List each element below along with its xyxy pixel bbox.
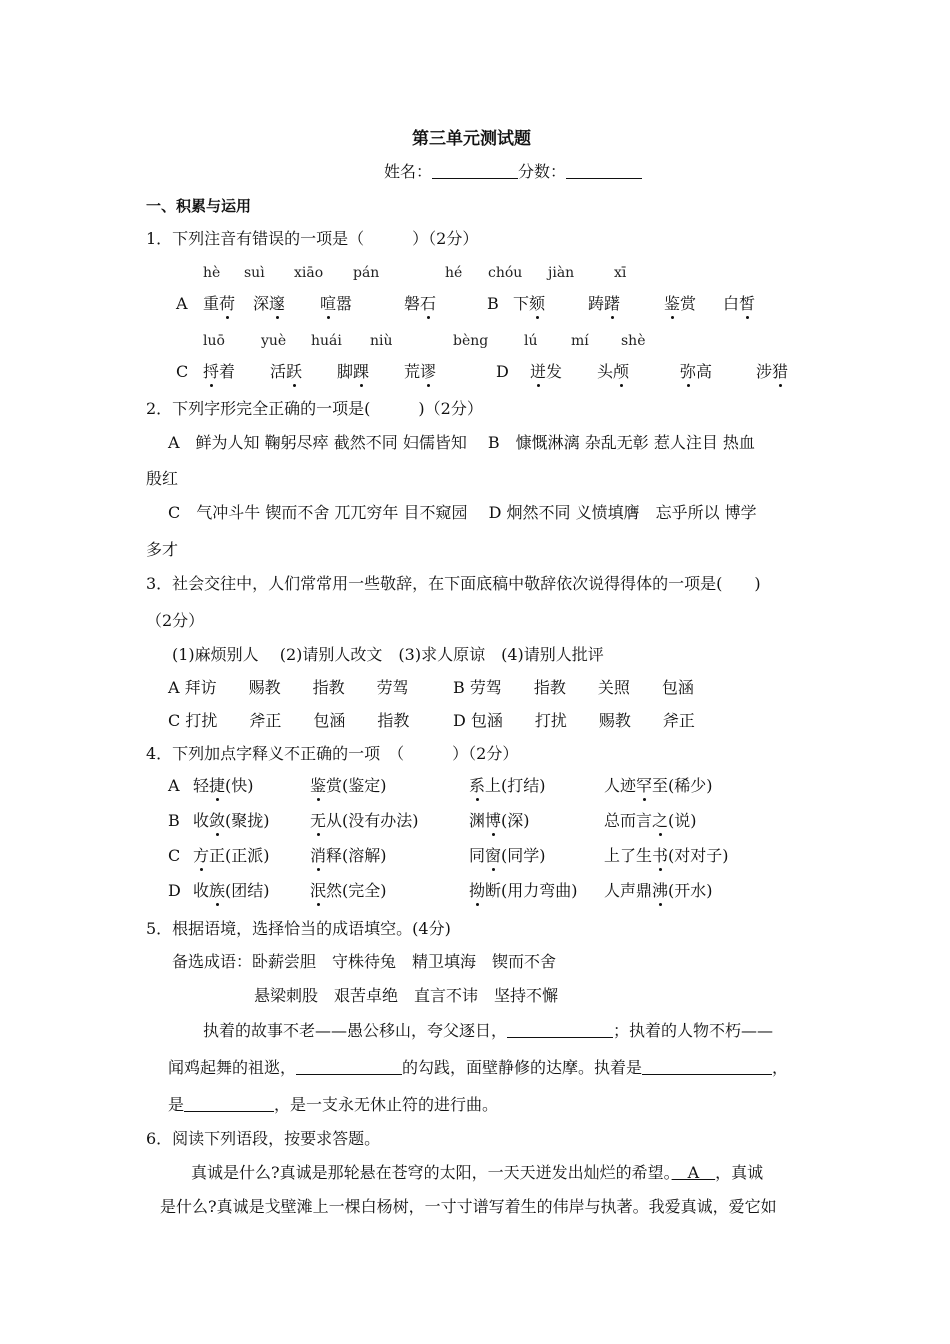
- dotted-char: 泯: [310, 881, 327, 900]
- question-2-line-2: 殷红: [146, 469, 179, 488]
- question-1-stem: 1．下列注音有错误的一项是（ ）（2分）: [146, 229, 479, 248]
- gloss-text: (说): [668, 811, 697, 830]
- pinyin: chóu: [488, 265, 523, 281]
- char-1: 踌: [588, 294, 605, 313]
- char-2: 谬: [420, 362, 437, 381]
- dotted-char: 拗: [469, 881, 486, 900]
- gloss-text: 轻: [193, 776, 210, 795]
- char-1: 弥: [680, 362, 697, 381]
- question-3-items: (1)麻烦别人 (2)请别人改文 (3)求人原谅 (4)请别人批评: [172, 645, 604, 664]
- pinyin: niù: [370, 333, 393, 349]
- char-2: 踝: [353, 362, 370, 381]
- word: [203, 294, 235, 314]
- char-2: 皙: [739, 294, 756, 313]
- option-label: D: [496, 362, 509, 381]
- gloss-text: 人迹: [604, 776, 637, 795]
- question-5-options-2: 悬梁刺股 艰苦卓绝 直言不讳 坚持不懈: [254, 986, 559, 1005]
- pinyin: hè: [203, 265, 221, 281]
- word: [756, 362, 788, 382]
- score-blank[interactable]: [566, 162, 642, 179]
- gloss-text: 然(完全): [326, 881, 387, 900]
- char-1: 捋: [203, 362, 220, 381]
- char-2: 赏: [680, 294, 697, 313]
- gloss-item: [604, 811, 697, 831]
- gloss-item: [604, 881, 713, 901]
- char-1: 白: [723, 294, 740, 313]
- dotted-char: 窗: [485, 846, 502, 865]
- dotted-char: 系: [469, 776, 486, 795]
- name-label: 姓名：: [384, 162, 433, 181]
- gloss-text: 正(正派): [209, 846, 270, 865]
- section-heading: 一、积累与运用: [146, 197, 252, 215]
- char-1: 喧: [320, 294, 337, 313]
- question-3-option-a: A 拜访 赐教 指教 劳驾: [168, 678, 409, 697]
- char-2: 高: [696, 362, 713, 381]
- gloss-text: (快): [225, 776, 254, 795]
- question-3-stem-cont: （2分）: [146, 611, 205, 630]
- char-1: 重: [203, 294, 220, 313]
- gloss-text: 上(打结): [485, 776, 546, 795]
- q5-text: 执着的故事不老——愚公移山，夸父逐日，: [203, 1021, 508, 1040]
- option-label: C: [168, 846, 181, 865]
- word: [203, 362, 235, 382]
- word: [253, 294, 285, 314]
- dotted-char: 书: [652, 846, 669, 865]
- q5-blank-3[interactable]: [642, 1058, 772, 1075]
- q6-text: ，真诚: [715, 1163, 764, 1182]
- char-1: 涉: [756, 362, 773, 381]
- pinyin: suì: [244, 265, 265, 281]
- dotted-char: 族: [209, 881, 226, 900]
- option-label: C: [176, 362, 189, 381]
- pinyin: luō: [203, 333, 225, 349]
- gloss-text: 收: [193, 881, 210, 900]
- gloss-text: (团结): [225, 881, 270, 900]
- char-1: 深: [253, 294, 270, 313]
- char-1: 鉴: [664, 294, 681, 313]
- option-label: B: [487, 294, 499, 313]
- gloss-item: [193, 811, 270, 831]
- q6-blank-a[interactable]: A: [671, 1163, 716, 1182]
- pinyin: hé: [445, 265, 463, 281]
- pinyin: huái: [311, 333, 342, 349]
- char-2: 跃: [286, 362, 303, 381]
- q5-blank-2[interactable]: [296, 1058, 402, 1075]
- option-label: D: [168, 881, 181, 900]
- question-3-stem: 3．社会交往中，人们常常用一些敬辞，在下面底稿中敬辞依次说得得体的一项是( ): [146, 574, 761, 593]
- word: [337, 362, 369, 382]
- question-5-options-1: 备选成语：卧薪尝胆 守株待兔 精卫填海 锲而不舍: [172, 952, 557, 971]
- question-4-stem: 4．下列加点字释义不正确的一项 （ ）（2分）: [146, 744, 519, 763]
- gloss-item: [604, 846, 729, 866]
- char-2: 荷: [219, 294, 236, 313]
- dotted-char: 敛: [209, 811, 226, 830]
- question-5-stem: 5．根据语境，选择恰当的成语填空。(4分): [146, 919, 451, 938]
- char-2: 着: [219, 362, 236, 381]
- gloss-text: (对对子): [668, 846, 729, 865]
- word: [320, 294, 352, 314]
- gloss-text: 同: [469, 846, 486, 865]
- pinyin: shè: [621, 333, 646, 349]
- char-1: 活: [270, 362, 287, 381]
- char-2: 嚣: [336, 294, 353, 313]
- dotted-char: 沸: [652, 881, 669, 900]
- word: [404, 294, 436, 314]
- gloss-text: 收: [193, 811, 210, 830]
- dotted-char: 罕: [636, 776, 653, 795]
- char-1: 头: [597, 362, 614, 381]
- dotted-char: 捷: [209, 776, 226, 795]
- pinyin: yuè: [261, 333, 287, 349]
- question-5-paragraph-line-3: [168, 1095, 498, 1115]
- gloss-text: (深): [501, 811, 530, 830]
- name-blank[interactable]: [432, 162, 518, 179]
- gloss-item: [469, 846, 546, 866]
- char-2: 邃: [269, 294, 286, 313]
- dotted-char: 博: [485, 811, 502, 830]
- gloss-item: [604, 776, 713, 796]
- word: [404, 362, 436, 382]
- gloss-item: [193, 776, 254, 796]
- question-6-line-2: 是什么?真诚是戈壁滩上一棵白杨树，一寸寸谱写着生的伟岸与执著。我爱真诚，爱它如: [160, 1197, 777, 1216]
- char-2: 躇: [604, 294, 621, 313]
- q5-text: 闻鸡起舞的祖逖，: [168, 1058, 297, 1077]
- question-2-line-4: 多才: [146, 540, 179, 559]
- gloss-text: 上了生: [604, 846, 653, 865]
- question-2-stem: 2．下列字形完全正确的一项是( )（2分）: [146, 399, 483, 418]
- word: [588, 294, 620, 314]
- char-2: 颏: [529, 294, 546, 313]
- dotted-char: 消: [310, 846, 327, 865]
- q5-text: 的勾践，面壁静修的达摩。执着是: [402, 1058, 643, 1077]
- char-2: 猎: [772, 362, 789, 381]
- char-1: 荒: [404, 362, 421, 381]
- gloss-item: [310, 846, 387, 866]
- question-3-option-d: D 包涵 打扰 赐教 斧正: [453, 711, 695, 730]
- gloss-item: [310, 881, 387, 901]
- gloss-text: (开水): [668, 881, 713, 900]
- pinyin: pán: [353, 265, 380, 281]
- question-6-stem: 6．阅读下列语段，按要求答题。: [146, 1129, 381, 1148]
- gloss-text: 渊: [469, 811, 486, 830]
- page-title: 第三单元测试题: [412, 129, 531, 149]
- name-score-line: [384, 162, 642, 182]
- gloss-text: 至(稀少): [652, 776, 713, 795]
- dotted-char: 之: [652, 811, 669, 830]
- pinyin: lú: [524, 333, 538, 349]
- option-label: B: [168, 811, 180, 830]
- q6-text: 真诚是什么?真诚是那轮悬在苍穹的太阳，一天天迸发出灿烂的希望。: [191, 1163, 672, 1182]
- gloss-text: 从(没有办法): [326, 811, 419, 830]
- dotted-char: 方: [193, 846, 210, 865]
- question-3-option-c: C 打扰 斧正 包涵 指教: [168, 711, 410, 730]
- gloss-text: (聚拢): [225, 811, 270, 830]
- q5-blank-1[interactable]: [507, 1021, 613, 1038]
- gloss-text: 断(用力弯曲): [485, 881, 578, 900]
- word: [597, 362, 629, 382]
- score-label: 分数：: [518, 162, 567, 181]
- char-1: 磐: [404, 294, 421, 313]
- dotted-char: 无: [310, 811, 327, 830]
- char-2: 颅: [613, 362, 630, 381]
- word: [530, 362, 562, 382]
- pinyin: xī: [614, 265, 627, 281]
- char-2: 发: [546, 362, 563, 381]
- gloss-text: 赏(鉴定): [326, 776, 387, 795]
- gloss-item: [310, 811, 419, 831]
- q5-text: ，是一支永无休止符的进行曲。: [274, 1095, 499, 1114]
- gloss-text: (同学): [501, 846, 546, 865]
- word: [513, 294, 545, 314]
- question-3-option-b: B 劳驾 指教 关照 包涵: [453, 678, 694, 697]
- char-1: 迸: [530, 362, 547, 381]
- q5-text: ，: [772, 1058, 789, 1077]
- pinyin: xiāo: [294, 265, 324, 281]
- gloss-item: [469, 811, 530, 831]
- dotted-char: 鉴: [310, 776, 327, 795]
- gloss-text: 人声鼎: [604, 881, 653, 900]
- gloss-item: [193, 846, 270, 866]
- gloss-item: [469, 776, 546, 796]
- word: [270, 362, 302, 382]
- question-5-paragraph-line-2: [168, 1058, 788, 1078]
- question-5-paragraph-line-1: [203, 1021, 773, 1041]
- pinyin: jiàn: [548, 265, 575, 281]
- char-1: 下: [513, 294, 530, 313]
- pinyin: bèng: [453, 333, 489, 349]
- gloss-item: [469, 881, 578, 901]
- question-6-line-1: [191, 1163, 763, 1183]
- char-2: 石: [420, 294, 437, 313]
- pinyin: mí: [571, 333, 589, 349]
- option-label: A: [168, 776, 180, 795]
- word: [680, 362, 712, 382]
- question-2-line-1: A 鲜为人知 鞠躬尽瘁 截然不同 妇儒皆知 B 慷慨淋漓 杂乱无彰 惹人注目 热血: [168, 433, 755, 452]
- q5-text: ；执着的人物不朽——: [613, 1021, 774, 1040]
- word: [664, 294, 696, 314]
- gloss-text: 总而言: [604, 811, 653, 830]
- q5-text: 是: [168, 1095, 185, 1114]
- gloss-text: 释(溶解): [326, 846, 387, 865]
- char-1: 脚: [337, 362, 354, 381]
- q5-blank-4[interactable]: [184, 1095, 274, 1112]
- option-label: A: [176, 294, 188, 313]
- gloss-item: [193, 881, 270, 901]
- question-2-line-3: C 气冲斗牛 锲而不舍 兀兀穷年 目不窥园 D 炯然不同 义愤填膺 忘乎所以 博学: [168, 503, 757, 522]
- word: [723, 294, 755, 314]
- gloss-item: [310, 776, 387, 796]
